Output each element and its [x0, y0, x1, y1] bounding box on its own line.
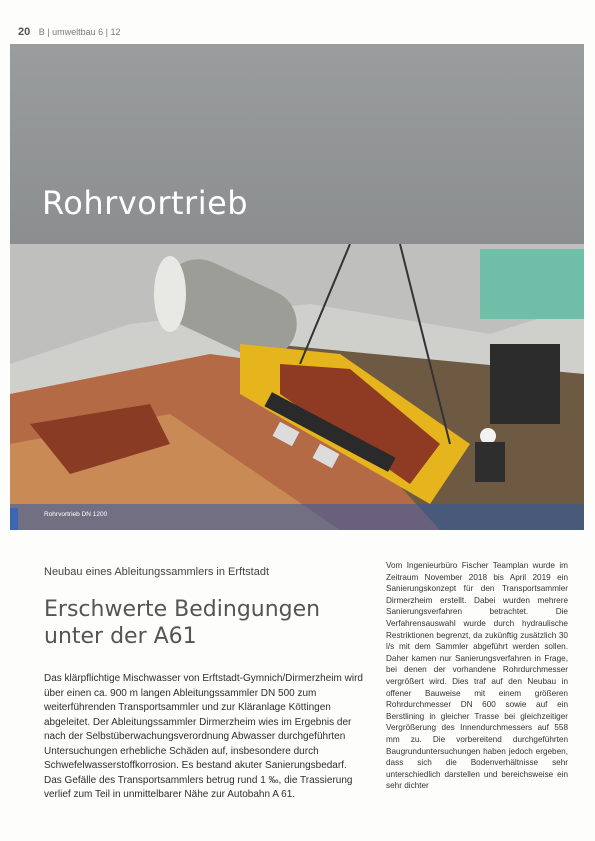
article-column: Vom Ingenieurbüro Fischer Teamplan wurde im Zeitraum November 2018 bis April 2019 ein Sanierungskonzept für den Transportsammler Dirmerzheim erstellt. Dabei wurden mehrere Sanierungsverfahren betrachtet. Die Verfahrensauswahl wurde durch hydraulische Restriktionen begrenzt, da zukünftig zusätzlich 30 l/s mit dem Sammler abgeführt werden sollen. Daher kamen nur Sanierungsverfahren in Frage, bei denen der vorhandene Rohrdurchmesser vergrößert wird. Dies traf auf den Neubau in offener Bauweise mit einem größeren Rohrdurchmesser DN 600 sowie auf ein Berstlining in gleicher Trasse bei gleichzeitiger Vergrößerung des Innendurchmessers auf 558 mm zu. Die vorbereitend durchgeführten Baugrunduntersuchungen haben jedoch ergeben, dass sich die Bodenverhältnisse sehr unterschiedlich darstellen und bereichsweise ein sehr dichter — [386, 561, 568, 791]
running-title: B | umweltbau 6 | 12 — [38, 27, 121, 37]
hero-section — [10, 44, 584, 530]
article-lead: Das klärpflichtige Mischwasser von Erftstadt-Gymnich/Dirmerzheim wird über einen ca. 900 m langen Ableitungssammler DN 500 zum weiterführenden Transportsammler und zur Kläranlage Köttingen abgeleitet. Der Ableitungssammler Dirmerzheim wies im Ergebnis der nach der Selbstüberwachungsverordnung Abwasser durchgeführten Untersuchungen erhebliche Schäden auf, insbesondere durch Schwefelwasserstoffkorrosion. Es bestand akuter Sanierungsbedarf. Das Gefälle des Transportsammlers betrug rund 1 ‰, die Trassierung verlief zum Teil in unmittelbarer Nähe zur Autobahn A 61. — [44, 673, 363, 800]
page-header — [18, 26, 121, 38]
photo-caption: Rohrvortrieb DN 1200 — [44, 511, 108, 518]
section-title: Rohrvortrieb — [42, 184, 249, 222]
page-number: 20 — [18, 26, 31, 38]
article-kicker: Neubau eines Ableitungssammlers in Erftstadt — [44, 566, 270, 578]
article-headline: Erschwerte Bedingungen unter der A61 — [44, 597, 321, 649]
pipe-jacking-photo — [10, 244, 584, 530]
accent-stripe — [10, 508, 18, 530]
